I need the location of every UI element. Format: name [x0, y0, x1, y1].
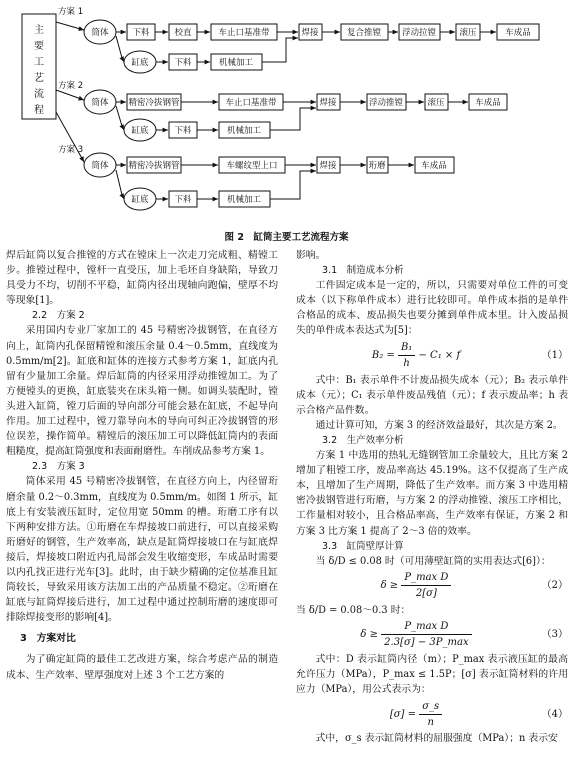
- process-flow-diagram: [0, 0, 573, 230]
- paragraph: 式中：B₁ 表示单件不计废品损失成本（元）；B₂ 表示单件成本（元）；C₁ 表示单件废品残值（元）；f 表示废品率；h 表示合格产品件数。: [296, 374, 568, 416]
- svg-text:程: 程: [34, 105, 44, 116]
- section-heading-3-2: 3.2 生产效率分析: [322, 434, 404, 446]
- scheme-1-step-6: 浮动拉镗: [401, 28, 437, 38]
- scheme-1-step-7: 滚压: [459, 28, 477, 38]
- scheme-3-step-2: 车螺纹型上口: [226, 161, 278, 171]
- equation-number: （1）: [541, 350, 568, 362]
- scheme-2-step-6: 车成品: [475, 98, 501, 108]
- scheme-1-step-1: 下料: [132, 28, 150, 38]
- scheme-2-side-step-1: 下料: [174, 126, 192, 136]
- section-heading-3-3: 3.3 缸筒壁厚计算: [322, 540, 404, 552]
- paragraph: 采用国内专业厂家加工的 45 号精密冷拔钢管，在直径方向上，缸筒内孔保留精镗和滚压余量 0.4～0.5mm，直线度为 0.5mm/m[2]。缸底和缸体的连接方式参考方案 1，缸底内孔留有少量加工余量。焊后缸筒的内径采用浮动推镗加工。为了方便镗头的更换，缸底装夹在床头箱一侧。如调头装配时，镗头进入缸筒，镗刀后面的导向部分可能会悬在缸底，不起导向作用。加工过程中，镗刀靠导向木的导向可纠正冷拔钢管的形位误差，操作简单。精镗后的滚压加工可以降低缸筒内的表面粗糙度，提高缸筒强度和表面耐磨性。车削成品参考方案 1。: [6, 325, 278, 458]
- paragraph: 为了确定缸筒的最佳工艺改进方案，综合考虑产品的制造成本、生产效率、壁厚强度对上述 3 个工艺方案的: [6, 654, 278, 681]
- scheme-1-side-step-2: 机械加工: [218, 58, 254, 68]
- svg-text:艺: 艺: [34, 73, 44, 84]
- scheme-1-step-3: 车止口基准带: [218, 28, 270, 38]
- formula-2: δ ≥ $\frac{\text{P\_max D}}{2[\sigma]}$ （2）: [380, 572, 568, 600]
- figure-caption: 图 2 缸筒主要工艺流程方案: [224, 232, 349, 243]
- svg-text:工: 工: [34, 57, 44, 68]
- paragraph: 影响。: [296, 250, 326, 261]
- scheme-3-step-4: 珩磨: [368, 161, 386, 171]
- scheme-2-step-2: 车止口基准带: [225, 98, 277, 108]
- scheme-1-step-2: 校直: [174, 28, 192, 38]
- scheme-1-side-step-1: 下料: [174, 58, 192, 68]
- svg-text:主: 主: [34, 25, 44, 36]
- left-column: [6, 248, 278, 683]
- scheme-1-step-5: 复合推镗: [346, 28, 382, 38]
- scheme-1-flow: [84, 20, 539, 73]
- paragraph: 工件固定成本是一定的，所以，只需要对单位工件的可变成本（以下称单件成本）进行比较即可。单件成本指的是单件合格品的成本、废品损失也要分摊到单件成本里。计入废品损失的单件成本表达式为[5]：: [296, 280, 568, 337]
- scheme-2-flow: [84, 90, 507, 141]
- svg-text:筒体: 筒体: [91, 161, 109, 171]
- paragraph: 筒体采用 45 号精密冷拔钢管，在直径方向上，内径留珩磨余量 0.2～0.3mm，直线度为 0.5mm/m。如图 1 所示，缸底上有安装液压缸时，定位用宽 50mm 的槽。珩磨工序有以下两种安排方法。①珩磨在车焊接坡口前进行，可以直接采购珩磨好的钢管，生产效率高，缺点是缸筒焊接坡口在与缸底焊接后，焊接坡口附近内孔局部会发生收缩变形，车成品时需要以内孔找正进行光车[3]。此时，由于缺少精确的定位基准且缸筒较长，导致采用该方法加工出的产品质量不稳定。②珩磨在缸底与缸筒焊接后进行，加工过程中通过控制珩磨的速度即可排除焊接变形的影响[4]。: [6, 476, 278, 624]
- scheme-3-side-step-2: 机械加工: [226, 195, 262, 205]
- svg-text:缸底: 缸底: [131, 58, 149, 68]
- scheme-2-side-step-2: 机械加工: [226, 126, 262, 136]
- scheme-2-label: 方案 2: [58, 81, 84, 91]
- scheme-3-flow: [84, 153, 454, 210]
- paragraph: 式中：D 表示缸筒内径（m）；P_max 表示液压缸的最高允许压力（MPa），P_max ≤ 1.5P；[σ] 表示缸筒材料的许用应力（MPa），用公式表示为：: [296, 653, 568, 696]
- formula-1: B₂ = $\frac{\text{B₁}}{h}$ − C₁ × f （1）: [371, 341, 568, 370]
- scheme-3-side-step-1: 下料: [174, 195, 192, 205]
- paragraph: 通过计算可知，方案 3 的经济效益最好，其次是方案 2。: [315, 419, 563, 431]
- equation-number: （3）: [541, 629, 568, 641]
- right-column: [296, 248, 568, 746]
- svg-text:缸底: 缸底: [131, 195, 149, 205]
- scheme-2-step-4: 浮动推镗: [368, 98, 404, 108]
- equation-number: （4）: [541, 708, 568, 720]
- section-heading-3: 3 方案对比: [20, 633, 76, 645]
- paragraph: 方案 1 中选用的热轧无缝钢管加工余量较大，且比方案 2 增加了粗镗工序，废品率高达 45.19%。这不仅提高了生产成本，且增加了生产周期，降低了生产效率。而方案 3 中选用精密冷拔钢管进行珩磨，与方案 2 的浮动推镗、滚压工序相比，工作量相对较小，且合格品率高，生产效率有保证，方案 2 和方案 3 比方案 1 提高了 2～3 倍的效率。: [296, 450, 568, 537]
- scheme-3-step-3: 焊接: [319, 161, 337, 171]
- svg-text:缸底: 缸底: [131, 126, 149, 136]
- svg-text:筒体: 筒体: [91, 98, 109, 108]
- section-heading-2-3: 2.3 方案 3: [32, 461, 85, 473]
- svg-text:流: 流: [34, 89, 44, 100]
- section-heading-3-1: 3.1 制造成本分析: [322, 265, 404, 277]
- scheme-3-step-5: 车成品: [421, 161, 447, 171]
- scheme-1-step-8: 车成品: [505, 28, 531, 38]
- paragraph: 焊后缸筒以复合推镗的方式在镗床上一次走刀完成粗、精镗工步。推镗过程中，镗杆一直受压，加上毛坯自身缺陷，导致刀具受力不均，切削不平稳，缸筒内径出现轴向跑偏，壁厚不均等现象[1]。: [6, 250, 278, 307]
- scheme-3-step-1: 精密冷拔钢管: [128, 161, 180, 171]
- equation-number: （2）: [541, 580, 568, 592]
- svg-text:筒体: 筒体: [91, 28, 109, 38]
- paragraph: 式中，σ_s 表示缸筒材料的屈服强度（MPa）；n 表示安: [315, 733, 558, 745]
- scheme-3-label: 方案 3: [58, 145, 84, 155]
- formula-4: [σ] = $\frac{\sigma\_s}{n}$ （4）: [389, 700, 568, 728]
- branch-line-scheme-2: [56, 90, 84, 100]
- paragraph: 当 δ/D ≤ 0.08 时（可用薄壁缸筒的实用表达式[6]）：: [315, 555, 551, 567]
- scheme-1-label: 方案 1: [58, 7, 84, 17]
- section-heading-2-2: 2.2 方案 2: [32, 310, 85, 322]
- formula-3: δ ≥ $\frac{\text{P\_max D}}{2.3[\sigma] - 3P\_\max}$ （3）: [360, 621, 568, 649]
- paragraph: 当 δ/D = 0.08～0.3 时：: [296, 604, 411, 616]
- scheme-2-step-5: 滚压: [427, 98, 445, 108]
- scheme-2-step-1: 精密冷拔钢管: [128, 98, 180, 108]
- branch-line-scheme-1: [56, 22, 84, 30]
- scheme-1-step-4: 焊接: [301, 28, 319, 38]
- svg-text:要: 要: [34, 41, 44, 52]
- scheme-2-step-3: 焊接: [319, 98, 337, 108]
